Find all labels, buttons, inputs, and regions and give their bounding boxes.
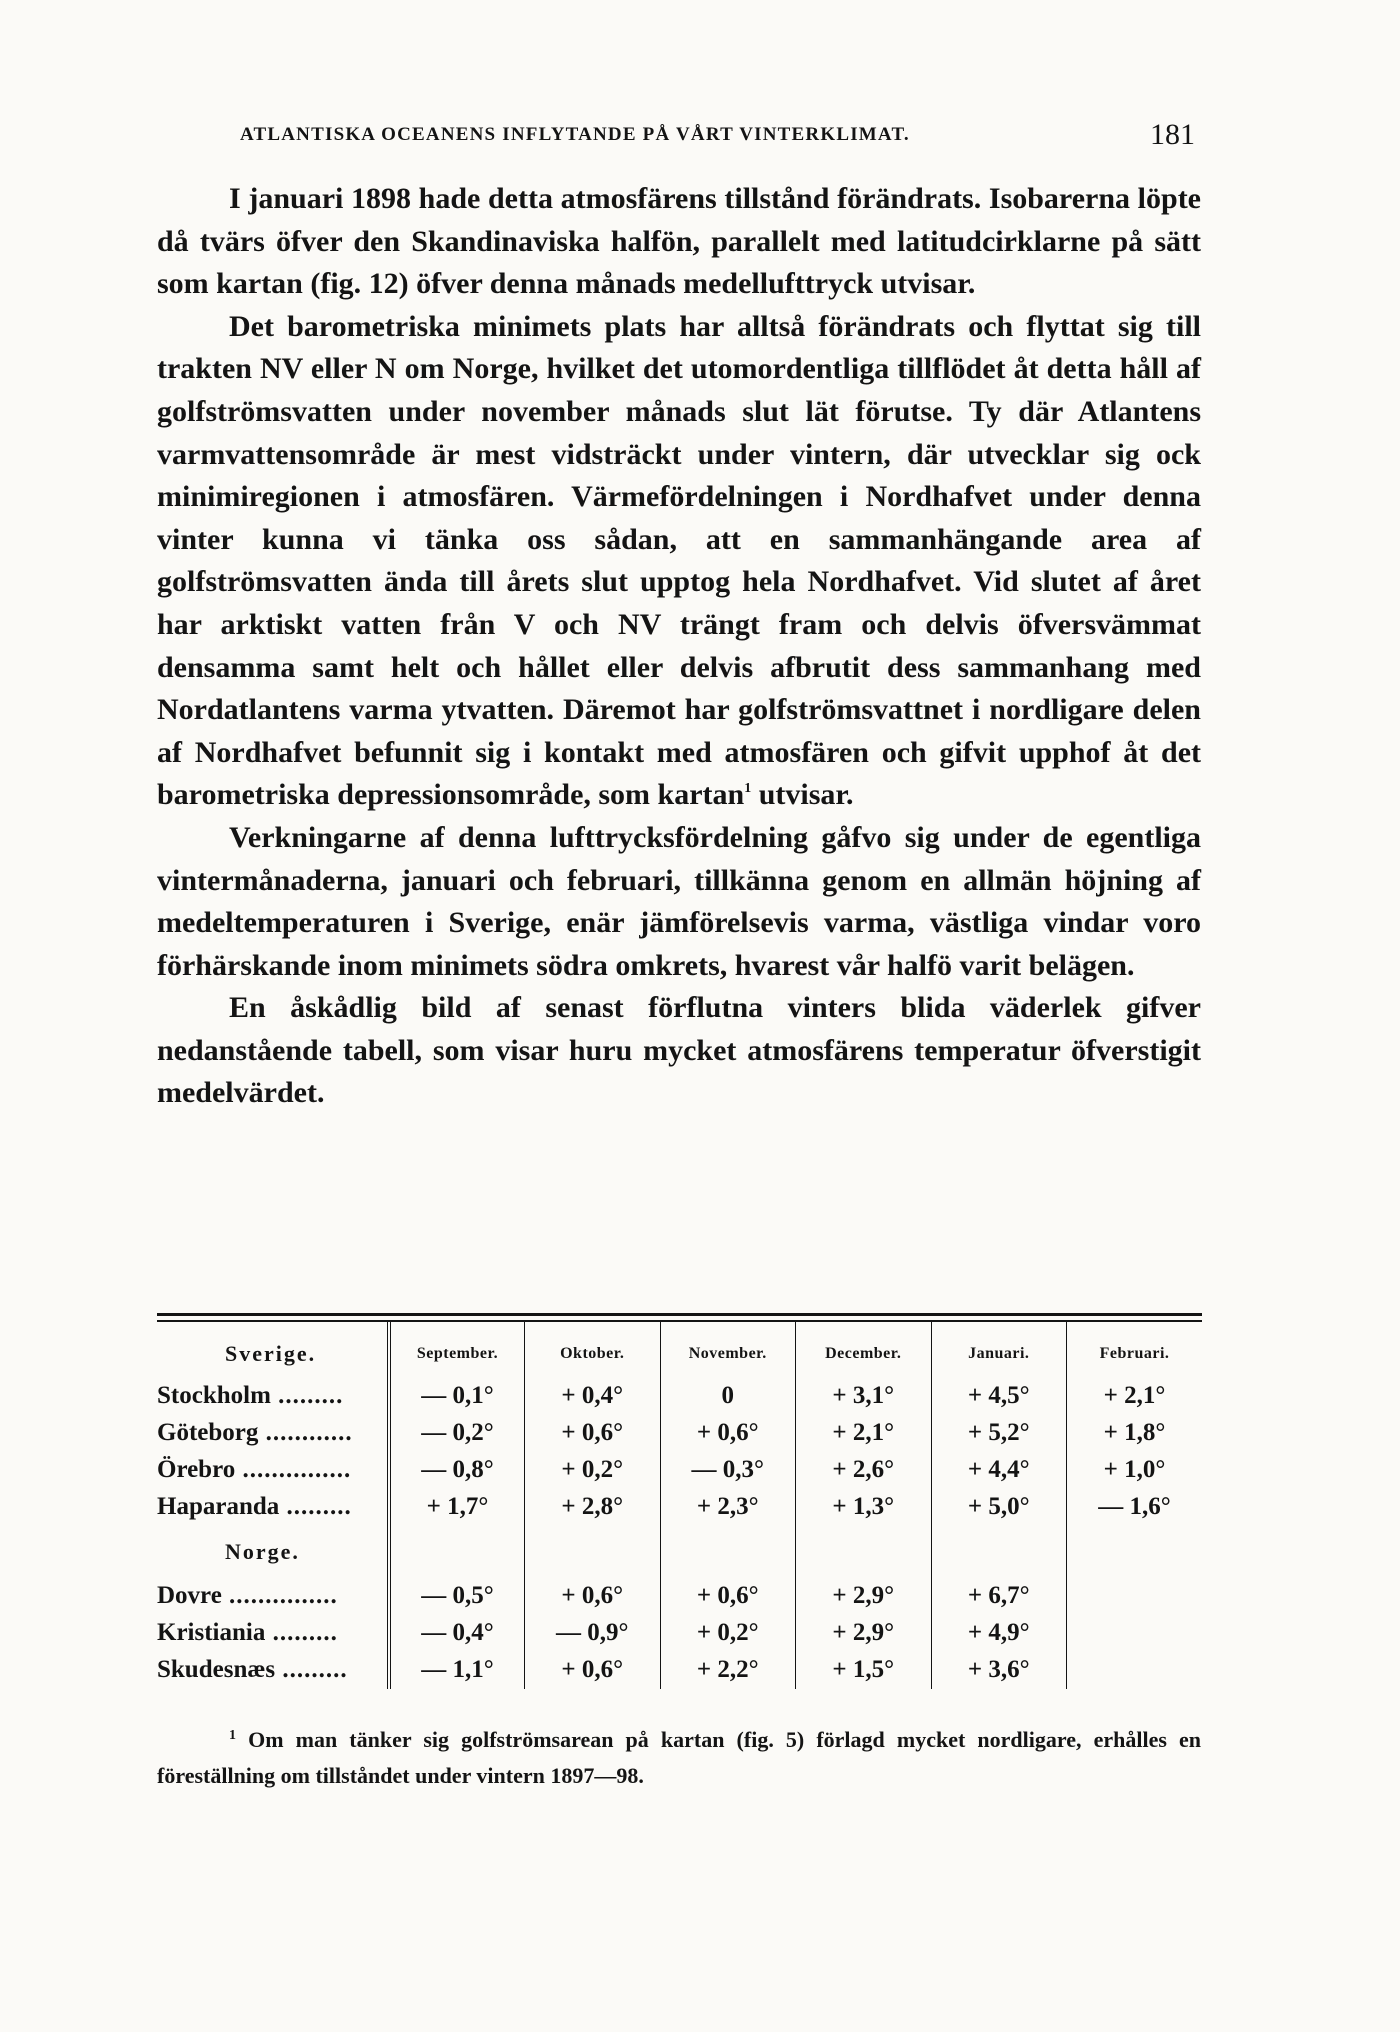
station-name	[157, 1578, 389, 1615]
table-cell: + 5,2°	[931, 1415, 1067, 1452]
running-head-title: ATLANTISKA OCEANENS INFLYTANDE PÅ VÅRT VINTERKLIMAT.	[240, 124, 910, 145]
station-label: Stockholm	[157, 1382, 271, 1409]
column-header: Oktober.	[525, 1322, 661, 1378]
leader-dots: ...............	[235, 1456, 352, 1483]
table-cell: — 0,8°	[389, 1452, 525, 1489]
table-cell: + 2,9°	[796, 1578, 932, 1615]
table-cell	[1067, 1615, 1203, 1652]
leader-dots: .........	[265, 1619, 338, 1646]
table-row	[157, 1452, 1202, 1489]
table-cell: + 1,0°	[1067, 1452, 1203, 1489]
table-cell-empty	[525, 1526, 661, 1578]
station-label: Örebro	[157, 1456, 236, 1483]
table-cell: — 0,1°	[389, 1378, 525, 1415]
station-name	[157, 1378, 389, 1415]
paragraph-2-tail: utvisar.	[758, 778, 854, 812]
leader-dots: .........	[270, 1382, 344, 1409]
station-name	[157, 1489, 389, 1526]
column-header: November.	[660, 1322, 796, 1378]
table-cell: — 0,3°	[660, 1452, 796, 1489]
table-cell: + 3,6°	[931, 1652, 1067, 1689]
table-row	[157, 1489, 1202, 1526]
table-cell: — 1,1°	[389, 1652, 525, 1689]
table-cell-empty	[796, 1526, 932, 1578]
station-name	[157, 1452, 389, 1489]
table-row	[157, 1652, 1202, 1689]
table-cell: + 1,8°	[1067, 1415, 1203, 1452]
table-cell-empty	[1067, 1526, 1203, 1578]
table-cell: + 6,7°	[931, 1578, 1067, 1615]
table-cell: 0	[660, 1378, 796, 1415]
footnote-text: Om man tänker sig golfströmsarean på kartan (fig. 5) förlagd mycket nordligare, erhålles en föreställning om tillståndet under vintern 1897—98.	[157, 1727, 1201, 1788]
table-cell: + 0,6°	[660, 1578, 796, 1615]
group-row	[157, 1526, 1202, 1578]
column-header: December.	[796, 1322, 932, 1378]
table-cell: — 0,2°	[389, 1415, 525, 1452]
paragraph-1: I januari 1898 hade detta atmosfärens tillstånd förändrats. Isobarerna löpte då tvärs öfver den Skandinaviska halfön, parallelt med latitudcirklarne på sätt som kartan (fig. 12) öfver denna månads medellufttryck utvisar.	[157, 182, 1201, 301]
footnote-reference: 1	[744, 781, 752, 797]
table-cell: + 1,3°	[796, 1489, 932, 1526]
table-header-row	[157, 1322, 1202, 1378]
station-name	[157, 1415, 389, 1452]
table-cell: + 4,5°	[931, 1378, 1067, 1415]
table-cell: + 3,1°	[796, 1378, 932, 1415]
table-cell: + 4,9°	[931, 1615, 1067, 1652]
column-header: Februari.	[1067, 1322, 1203, 1378]
table-cell: + 1,5°	[796, 1652, 932, 1689]
paragraph-3: Verkningarne af denna lufttrycksfördelning gåfvo sig under de egentliga vintermånaderna, januari och februari, tillkänna genom en allmän höjning af medeltemperaturen i Sverige, enär jämförelsevis varma, västliga vindar voro förhärskande inom minimets södra omkrets, hvarest vår halfö varit belägen.	[157, 820, 1201, 982]
table-cell: + 2,1°	[1067, 1378, 1203, 1415]
footnote-marker: 1	[229, 1728, 236, 1743]
station-label: Haparanda	[157, 1493, 280, 1520]
table-cell: + 1,7°	[389, 1489, 525, 1526]
station-label: Dovre	[157, 1582, 222, 1609]
table-cell: + 0,2°	[660, 1615, 796, 1652]
temperature-table	[157, 1313, 1202, 1689]
table-cell: + 2,3°	[660, 1489, 796, 1526]
table-cell: + 2,2°	[660, 1652, 796, 1689]
running-head	[240, 118, 1195, 158]
page-number: 181	[1150, 118, 1195, 151]
table-top-rule	[157, 1313, 1202, 1316]
temperature-table-grid	[157, 1322, 1202, 1689]
table-row	[157, 1578, 1202, 1615]
table-cell: + 0,2°	[525, 1452, 661, 1489]
station-label: Göteborg	[157, 1419, 259, 1446]
leader-dots: ...............	[221, 1582, 338, 1609]
footnote	[157, 1718, 1201, 1794]
group-heading-norge: Norge.	[225, 1538, 300, 1564]
paragraph-4: En åskådlig bild af senast förflutna vinters blida väderlek gifver nedanstående tabell, som visar huru mycket atmosfärens temperatur öfverstigit medelvärdet.	[157, 991, 1201, 1110]
table-cell: + 0,4°	[525, 1378, 661, 1415]
station-name	[157, 1615, 389, 1652]
table-cell: + 0,6°	[660, 1415, 796, 1452]
table-cell: — 1,6°	[1067, 1489, 1203, 1526]
table-row	[157, 1415, 1202, 1452]
column-header: Januari.	[931, 1322, 1067, 1378]
column-header: September.	[389, 1322, 525, 1378]
station-name	[157, 1652, 389, 1689]
group-heading-sverige: Sverige.	[225, 1340, 317, 1366]
leader-dots: ............	[258, 1419, 353, 1446]
table-cell: + 0,6°	[525, 1652, 661, 1689]
table-cell: + 2,6°	[796, 1452, 932, 1489]
table-cell: — 0,5°	[389, 1578, 525, 1615]
table-row	[157, 1615, 1202, 1652]
table-cell: + 0,6°	[525, 1415, 661, 1452]
table-cell-empty	[931, 1526, 1067, 1578]
table-cell-empty	[660, 1526, 796, 1578]
paragraph-2-text: Det barometriska minimets plats har alltså förändrats och flyttat sig till trakten NV eller N om Norge, hvilket det utomordentliga tillflödet åt detta håll af golfströmsvatten under november månads slut lät förutse. Ty där Atlantens varmvattensområde är mest vidsträckt under vintern, där utvecklar sig ock minimiregionen i atmosfären. Värmefördelningen i Nordhafvet under denna vinter kunna vi tänka oss sådan, att en sammanhängande area af golfströmsvatten ända till årets slut upptog hela Nordhafvet. Vid slutet af året har arktiskt vatten från V och NV trängt fram och delvis öfversvämmat densamma samt helt och hållet eller delvis afbrutit dess sammanhang med Nordatlantens varma ytvatten. Däremot har golfströmsvattnet i nordligare delen af Nordhafvet befunnit sig i kontakt med atmosfären och gifvit upphof åt det barometriska depressionsområde, som kartan	[157, 309, 1201, 812]
table-cell: + 4,4°	[931, 1452, 1067, 1489]
table-cell	[1067, 1578, 1203, 1615]
paragraph-2	[157, 306, 1201, 817]
table-cell: + 5,0°	[931, 1489, 1067, 1526]
table-cell-empty	[389, 1526, 525, 1578]
table-cell: + 2,9°	[796, 1615, 932, 1652]
table-cell	[1067, 1652, 1203, 1689]
table-cell: + 2,1°	[796, 1415, 932, 1452]
table-cell: — 0,4°	[389, 1615, 525, 1652]
leader-dots: .........	[275, 1656, 348, 1683]
table-cell: + 0,6°	[525, 1578, 661, 1615]
station-label: Kristiania	[157, 1619, 266, 1646]
body-text	[157, 178, 1201, 1115]
leader-dots: .........	[279, 1493, 352, 1520]
table-row	[157, 1378, 1202, 1415]
station-label: Skudesnæs	[157, 1656, 276, 1683]
table-cell: + 2,8°	[525, 1489, 661, 1526]
table-cell: — 0,9°	[525, 1615, 661, 1652]
